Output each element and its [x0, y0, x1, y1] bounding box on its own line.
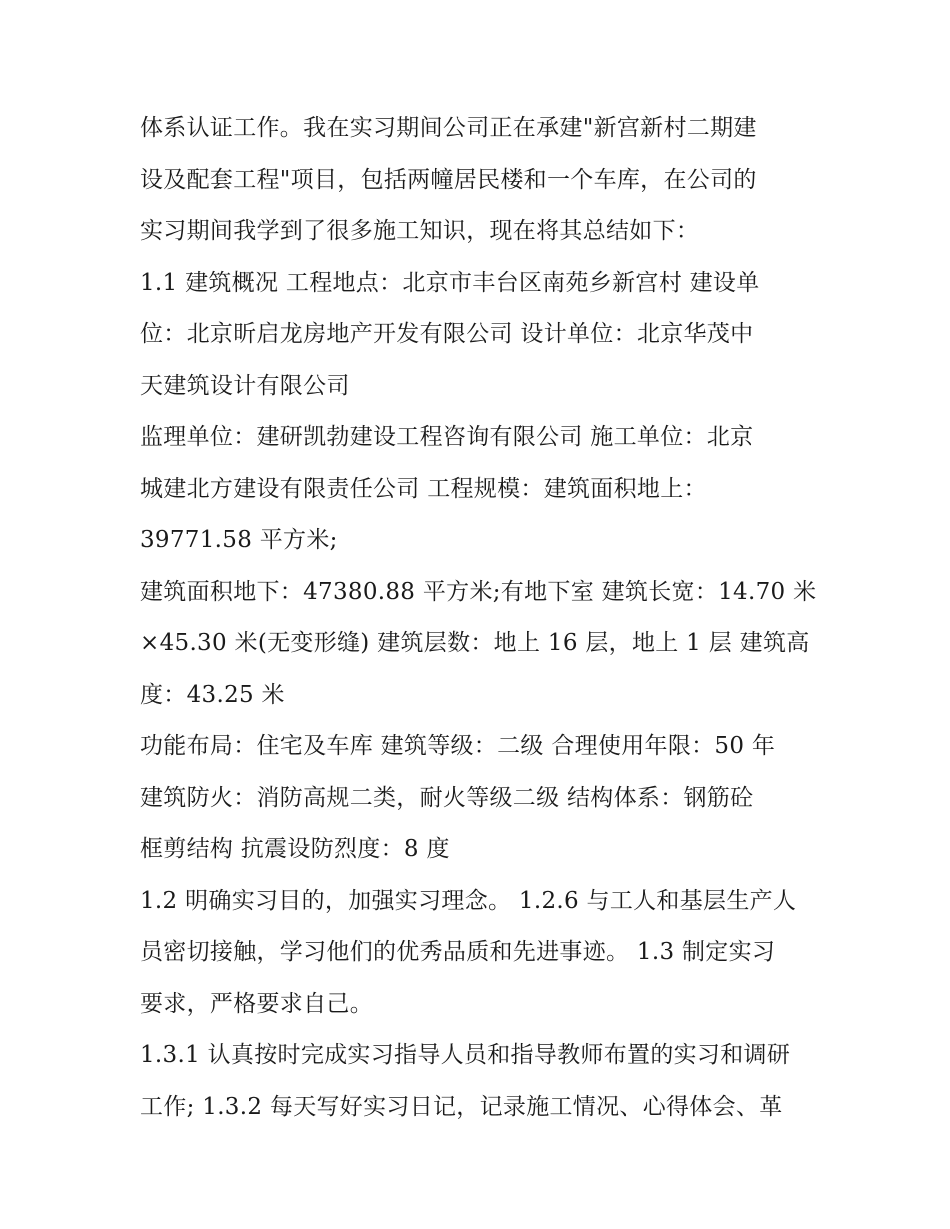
text-line: ×45.30 米(无变形缝) 建筑层数：地上 16 层，地上 1 层 建筑高	[140, 630, 810, 656]
text-line: 天建筑设计有限公司	[140, 372, 350, 399]
text-line: 框剪结构 抗震设防烈度：8 度	[140, 836, 450, 862]
text-line: 建筑防火：消防高规二类，耐火等级二级 结构体系：钢筋砼	[140, 784, 754, 811]
text-line: 位：北京昕启龙房地产开发有限公司 设计单位：北京华茂中	[140, 321, 754, 347]
text-line: 城建北方建设有限责任公司 工程规模：建筑面积地上：	[140, 475, 707, 502]
text-line: 1.3.1 认真按时完成实习指导人员和指导教师布置的实习和调研	[140, 1042, 791, 1068]
text-line: 要求，严格要求自己。	[140, 990, 373, 1017]
text-line: 监理单位：建研凯勃建设工程咨询有限公司 施工单位：北京	[140, 424, 754, 450]
text-line: 建筑面积地下：47380.88 平方米;有地下室 建筑长宽：14.70 米	[140, 578, 817, 605]
text-line: 体系认证工作。我在实习期间公司正在承建"新宫新村二期建	[140, 115, 757, 141]
text-line: 39771.58 平方米;	[140, 527, 338, 553]
text-line: 功能布局：住宅及车库 建筑等级：二级 合理使用年限：50 年	[140, 733, 776, 759]
text-line: 1.1 建筑概况 工程地点：北京市丰台区南苑乡新宫村 建设单	[140, 269, 760, 296]
text-line: 工作; 1.3.2 每天写好实习日记，记录施工情况、心得体会、革	[140, 1093, 783, 1120]
text-line: 员密切接触，学习他们的优秀品质和先进事迹。 1.3 制定实习	[140, 939, 776, 965]
text-line: 度：43.25 米	[140, 681, 285, 708]
text-line: 1.2 明确实习目的，加强实习理念。 1.2.6 与工人和基层生产人	[140, 887, 797, 914]
text-line: 设及配套工程"项目，包括两幢居民楼和一个车库，在公司的	[140, 166, 757, 193]
body-text	[140, 103, 817, 1133]
text-line: 实习期间我学到了很多施工知识，现在将其总结如下：	[140, 218, 700, 244]
